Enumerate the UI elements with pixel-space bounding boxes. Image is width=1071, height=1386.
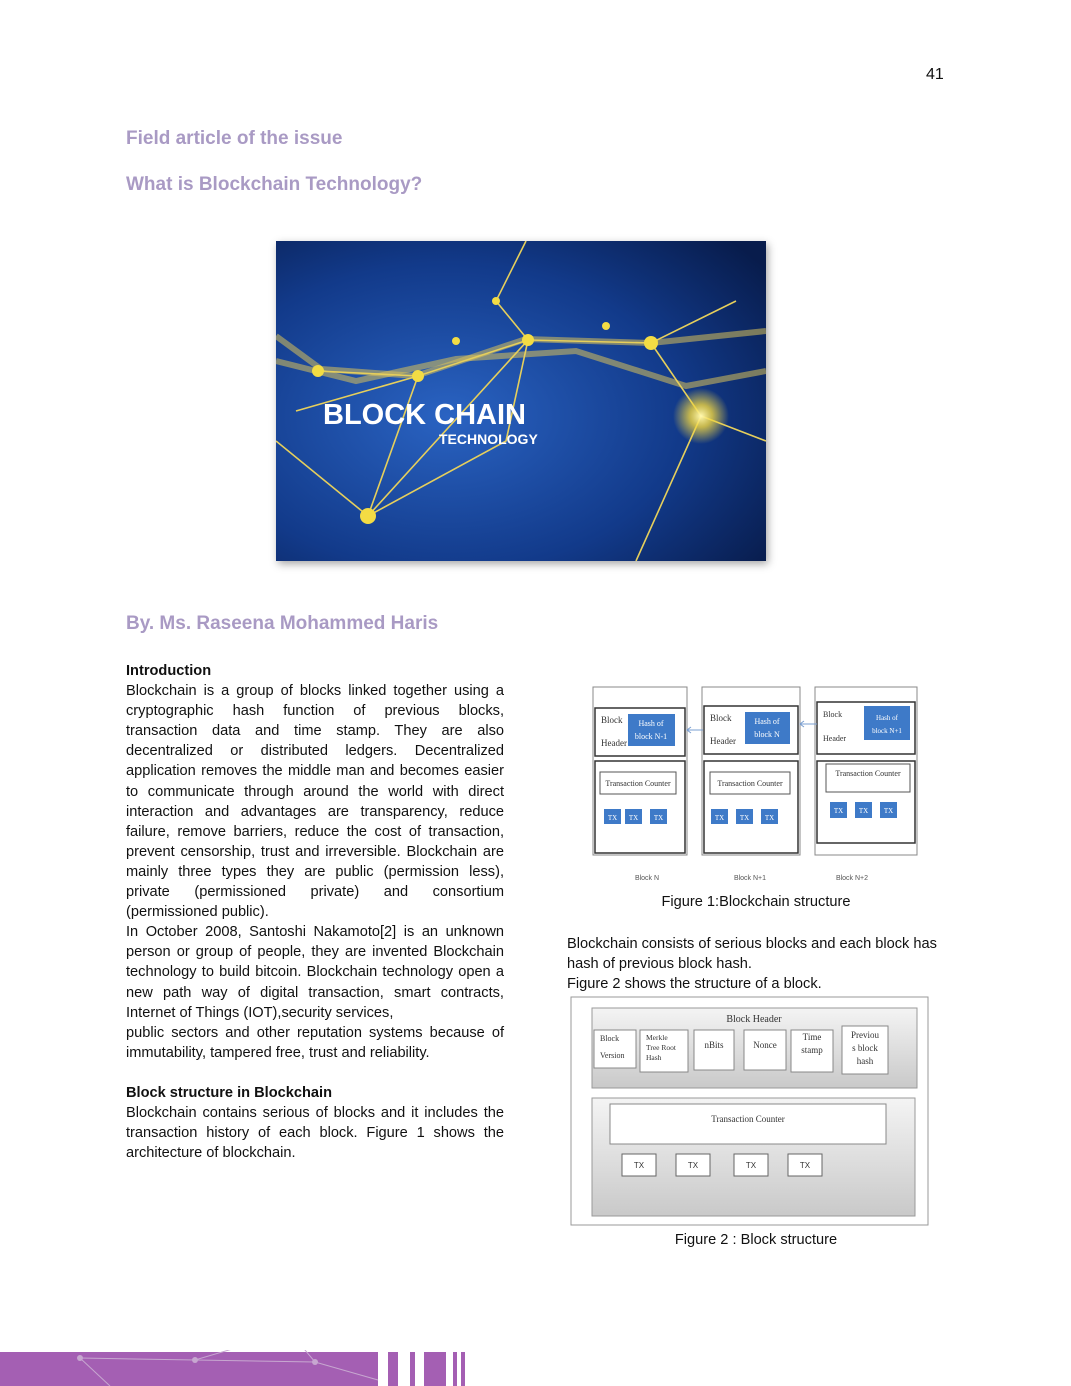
hash-label: block N+1 <box>872 727 902 735</box>
right-paragraph-1: Blockchain consists of serious blocks and each block has hash of previous block hash. <box>567 936 937 973</box>
field-line: Version <box>600 1051 625 1060</box>
block-header-title: Block Header <box>726 1014 782 1025</box>
header-field <box>744 1030 786 1070</box>
intro-paragraph-1: Blockchain is a group of blocks linked together using a cryptographic hash function of previous blocks, transaction data and time stamp. They are also decentralized or distributed ledgers. Decentralized application removes the middle man and becomes easier to communicate through around the world with direct interaction and advantages are transparency, reduce failure, remove barriers, reduce the cost of transaction, prevent censorship, trust and irreversible. Blockchain are mainly three types they are public (permission less), private (permissioned private) and consortium (permissioned public). <box>126 683 504 921</box>
left-column <box>126 661 504 1163</box>
tx-box: TX <box>833 807 844 815</box>
tx-box <box>734 1154 768 1176</box>
header-field <box>694 1030 734 1070</box>
field-line: Nonce <box>753 1040 777 1050</box>
block-label: Block <box>601 715 623 725</box>
block-name: Block N+2 <box>835 875 869 882</box>
tx-box <box>676 1154 710 1176</box>
figure-2-caption: Figure 2 : Block structure <box>674 1232 838 1248</box>
header-label: Header <box>823 734 847 743</box>
field-line: s block <box>852 1043 878 1053</box>
block-label: Block <box>823 710 843 719</box>
tx-box <box>622 1154 656 1176</box>
right-column-text <box>567 934 945 994</box>
block-n <box>593 687 687 882</box>
header-field <box>594 1030 636 1068</box>
article-title: What is Blockchain Technology? <box>126 174 423 195</box>
figure-1-blockchain-diagram <box>590 684 920 884</box>
tx-box: TX <box>883 807 894 815</box>
blockchain-hero-image <box>276 241 766 561</box>
transaction-counter: Transaction Counter <box>835 769 901 778</box>
block-structure-heading: Block structure in Blockchain <box>126 1084 332 1101</box>
field-line: Merkle <box>646 1033 668 1042</box>
hash-label: Hash of <box>754 717 780 726</box>
block-name: Block N+1 <box>733 875 767 882</box>
tx-box: TX <box>714 814 725 822</box>
field-line: Time <box>802 1032 822 1042</box>
tx-box: TX <box>607 814 618 822</box>
field-line: hash <box>856 1056 874 1066</box>
header-field <box>842 1026 888 1074</box>
tx-label: TX <box>633 1161 645 1170</box>
tx-box: TX <box>739 814 750 822</box>
tx-box: TX <box>628 814 639 822</box>
tx-box: TX <box>858 807 869 815</box>
figure-2-block-structure-diagram <box>570 996 930 1228</box>
block-n-plus-1 <box>702 687 800 882</box>
tx-label: TX <box>687 1161 699 1170</box>
introduction-heading: Introduction <box>126 663 212 679</box>
tx-label: TX <box>799 1161 811 1170</box>
header-field <box>791 1030 833 1072</box>
header-label: Header <box>601 738 627 748</box>
hero-title: BLOCK CHAIN <box>323 399 526 431</box>
tx-box <box>788 1154 822 1176</box>
intro-paragraph-2: In October 2008, Santoshi Nakamoto[2] is an unknown person or group of people, they are invented Blockchain technology to build bitcoin. Blockchain technology open a new path way of digital transaction, smart contracts, Internet of Things (IOT),security services, <box>126 924 504 1021</box>
hash-label: Hash of <box>638 719 664 728</box>
block-n-plus-2 <box>815 687 917 882</box>
field-line: stamp <box>801 1045 823 1055</box>
field-line: Tree Root <box>646 1043 676 1052</box>
block-label: Block <box>710 713 732 723</box>
page-number: 41 <box>926 66 944 83</box>
hash-label: Hash of <box>876 714 898 722</box>
transaction-counter: Transaction Counter <box>717 779 783 788</box>
hash-label: block N-1 <box>634 732 668 741</box>
tx-box: TX <box>653 814 664 822</box>
section-heading: Field article of the issue <box>126 128 343 149</box>
field-line: Hash <box>646 1053 662 1062</box>
block-structure-paragraph: Blockchain contains serious of blocks and it includes the transaction history of each block. Figure 1 shows the architecture of blockchain. <box>126 1104 504 1162</box>
hash-label: block N <box>754 730 780 739</box>
transaction-counter: Transaction Counter <box>605 779 671 788</box>
header-label: Header <box>710 736 736 746</box>
hero-subtitle: TECHNOLOGY <box>439 431 538 447</box>
block-name: Block N <box>634 875 660 882</box>
figure-1-caption: Figure 1:Blockchain structure <box>661 894 851 910</box>
intro-paragraph-3: public sectors and other reputation systems because of immutability, tampered free, trust and reliability. <box>126 1024 504 1061</box>
field-line: nBits <box>704 1040 724 1050</box>
right-paragraph-2: Figure 2 shows the structure of a block. <box>567 976 822 993</box>
field-line: Previou <box>851 1030 879 1040</box>
footer-decoration-band <box>0 1350 1071 1386</box>
header-field <box>640 1030 688 1072</box>
tx-label: TX <box>745 1161 757 1170</box>
field-line: Block <box>600 1034 620 1043</box>
author-byline: By. Ms. Raseena Mohammed Haris <box>126 613 439 634</box>
tx-box: TX <box>764 814 775 822</box>
transaction-counter: Transaction Counter <box>711 1114 785 1124</box>
